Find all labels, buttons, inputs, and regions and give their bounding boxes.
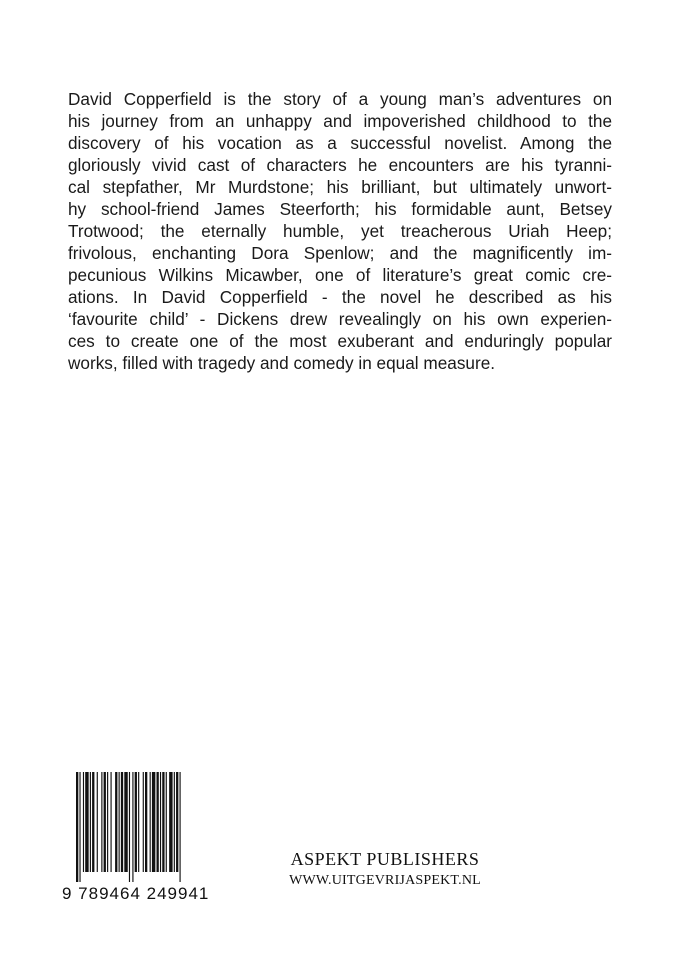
barcode-digits: 9 789464 249941 — [62, 884, 210, 903]
barcode-bar — [180, 772, 181, 882]
blurb-line: gloriously vivid cast of characters he encounters are his tyranni- — [68, 155, 612, 175]
barcode-bar — [138, 772, 139, 872]
blurb-line: ces to create one of the most exuberant and enduringly popular — [68, 331, 612, 351]
barcode-bar — [92, 772, 94, 872]
blurb-line: frivolous, enchanting Dora Spenlow; and the magnificently im- — [68, 243, 612, 263]
barcode-bar — [124, 772, 127, 872]
blurb-line: hy school-friend James Steerforth; his formidable aunt, Betsey — [68, 199, 612, 219]
publisher-block — [270, 848, 500, 890]
barcode-bar — [132, 772, 133, 882]
blurb-line: cal stepfather, Mr Murdstone; his brilliant, but ultimately unwort- — [68, 177, 612, 197]
back-cover-blurb — [68, 88, 612, 374]
publisher-url: WWW.UITGEVRIJASPEKT.NL — [289, 873, 481, 888]
blurb-line: pecunious Wilkins Micawber, one of literature’s great comic cre- — [68, 265, 612, 285]
blurb-line: Trotwood; the eternally humble, yet treacherous Uriah Heep; — [68, 221, 612, 241]
blurb-line: discovery of his vocation as a successful novelist. Among the — [68, 133, 612, 153]
barcode-bar — [97, 772, 98, 872]
barcode-bar — [169, 772, 172, 872]
blurb-line: ations. In David Copperfield - the novel he described as his — [68, 287, 612, 307]
barcode-bar — [104, 772, 106, 872]
barcode-bar — [76, 772, 78, 882]
barcode-bar — [145, 772, 147, 872]
barcode-bar — [90, 772, 91, 872]
barcode-bars — [76, 772, 220, 882]
barcode-bar — [143, 772, 144, 872]
barcode-bar — [107, 772, 108, 872]
barcode-bar — [166, 772, 167, 872]
publisher-name: ASPEKT PUBLISHERS — [290, 849, 480, 869]
blurb-line: his journey from an unhappy and impoverished childhood to the — [68, 111, 612, 131]
barcode-bar — [157, 772, 159, 872]
barcode-bar — [150, 772, 151, 872]
blurb-line: ‘favourite child’ - Dickens drew revealingly on his own experien- — [68, 309, 612, 329]
barcode-bar — [111, 772, 112, 872]
barcode-bar — [129, 772, 130, 882]
barcode-bar — [160, 772, 161, 872]
barcode-bar — [85, 772, 88, 872]
barcode-bar — [83, 772, 84, 872]
barcode-bar — [121, 772, 123, 872]
barcode-bar — [119, 772, 120, 872]
blurb-line: David Copperfield is the story of a young man’s adventures on — [68, 89, 612, 109]
blurb-line: works, filled with tragedy and comedy in equal measure. — [68, 353, 496, 373]
barcode-bar — [101, 772, 102, 872]
isbn-barcode — [62, 772, 220, 912]
barcode-bar — [135, 772, 137, 872]
barcode-bar — [176, 772, 178, 872]
barcode-bar — [174, 772, 175, 872]
barcode-bar — [152, 772, 155, 872]
barcode-bar — [79, 772, 80, 882]
barcode-bar — [162, 772, 164, 872]
barcode-bar — [115, 772, 117, 872]
